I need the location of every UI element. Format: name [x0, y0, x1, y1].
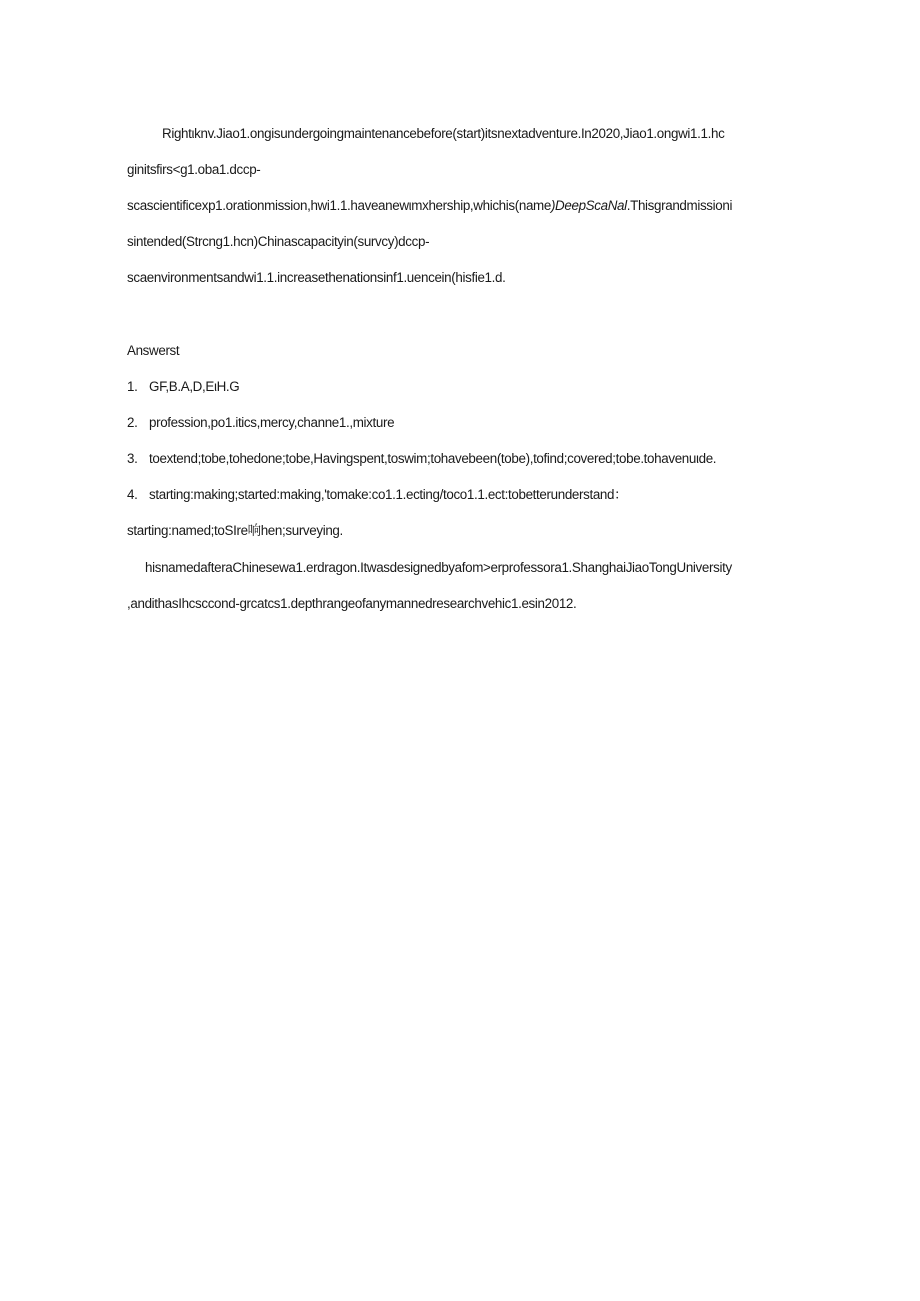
paragraph-line-2: ginitsfirs<g1.oba1.dccp- [127, 162, 261, 177]
answer-item-2 [127, 414, 394, 432]
answer-item-3 [127, 450, 716, 468]
paragraph-line-3-part-a: scascientificexp1.orationmission,hwi1.1.haveanewιmxhership,whichis(name [127, 198, 551, 213]
paragraph-line-3-italic-name: )DeepScaNal [550, 198, 627, 213]
paragraph-line-4: sintended(Strcng1.hcn)Chinascapacityin(survcy)dccp- [127, 234, 430, 249]
answer-number-3: 3. [127, 451, 138, 466]
closing-line-1: hisnamedafteraChinesewa1.erdragon.Itwasdesignedbyafom>erprofessora1.ShanghaiJiaoTongUniversity [145, 560, 732, 575]
answer-number-2: 2. [127, 415, 138, 430]
answer-item-1 [127, 378, 239, 396]
paragraph-line-3 [127, 197, 732, 215]
paragraph-line-1: Rightιknv.Jiao1.ongisundergoingmaintenancebefore(start)itsnextadventure.In2020,Jiao1.ongwi1.1.hc [162, 126, 725, 141]
answer-text-4: starting:making;started:making,'tomake:co1.1.ecting/toco1.1.ect:tobetterunderstand： [149, 487, 628, 502]
answer-number-1: 1. [127, 379, 138, 394]
answer-text-3: toextend;tobe,tohedone;tobe,Havingspent,toswim;tohavebeen(tobe),tofind;covered;tobe.tohavenuιde. [149, 451, 717, 466]
answer-text-1: GF,B.A,D,EιH.G [149, 379, 240, 394]
closing-line-2: ,andithasIhcsccond-grcatcs1.depthrangeofanymannedresearchvehic1.esin2012. [127, 596, 577, 611]
answer-text-2: profession,po1.itics,mercy,channe1.,mixture [149, 415, 395, 430]
answers-heading: Answerst [127, 343, 180, 358]
paragraph-line-5: scaenvironmentsandwi1.1.increasethenationsinf1.uencein(hisfie1.d. [127, 270, 506, 285]
answer-number-4: 4. [127, 487, 138, 502]
paragraph-line-3-part-c: .Thisgrandmissioni [626, 198, 733, 213]
answer-item-4 [127, 486, 627, 504]
answer-continuation: starting:named;toSIre响hen;surveying. [127, 523, 343, 538]
